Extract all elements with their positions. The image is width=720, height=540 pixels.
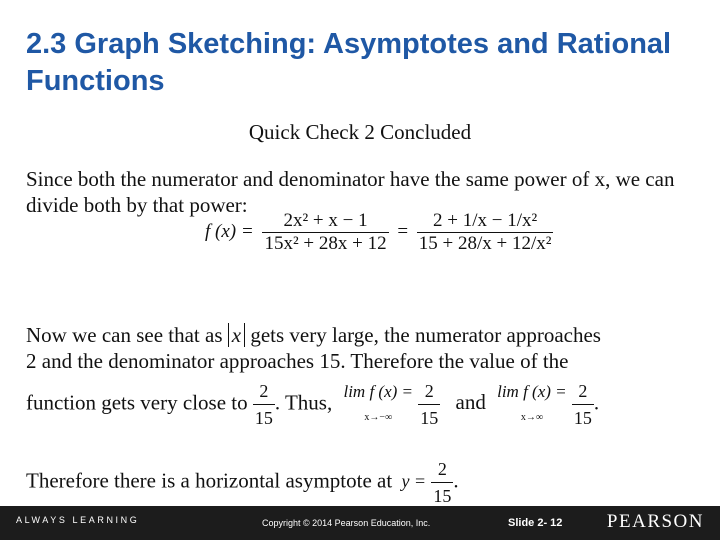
limit-pos-infinity: lim f (x) = x→∞ xyxy=(497,381,567,423)
divided-numerator: 2 + 1/x − 1/x² xyxy=(433,210,538,231)
always-learning-text: ALWAYS LEARNING xyxy=(16,515,140,525)
original-fraction xyxy=(262,210,388,255)
slide-subtitle: Quick Check 2 Concluded xyxy=(248,120,472,144)
equals-sign: = xyxy=(397,220,409,242)
conclusion-paragraph: Therefore there is a horizontal asymptote at y = $\frac{2}{15}$ . xyxy=(26,456,706,509)
intro-paragraph: Since both the numerator and denominator have the same power of x, we can divide both by that power: xyxy=(26,167,675,217)
divided-fraction xyxy=(417,210,554,255)
divided-denominator: 15 + 28/x + 12/x² xyxy=(418,233,552,254)
limit-value-fraction: $\frac{2}{15}$ xyxy=(254,381,273,428)
slide-title: 2.3 Graph Sketching: Asymptotes and Rational Functions xyxy=(26,28,672,97)
pearson-logo: PEARSON xyxy=(606,511,704,532)
original-denominator: 15x² + 28x + 12 xyxy=(264,233,387,254)
slide-number: Slide 2- 12 xyxy=(508,517,563,529)
explanation-line-1: Now we can see that as x gets very large, the numerator approaches xyxy=(26,323,601,347)
explanation-line-3: function gets very close to $\frac{2}{15}$ . Thus, lim f (x) = x→−∞ $\frac{2}{15}$ and lim f (x) = x→∞ $\frac{2}{15}$ . xyxy=(26,378,706,431)
explanation-line-2: 2 and the denominator approaches 15. Therefore the value of the xyxy=(26,349,569,373)
asymptote-y: y = xyxy=(401,471,427,492)
asymptote-fraction: $\frac{2}{15}$ xyxy=(433,459,452,506)
footer-bar xyxy=(0,506,720,540)
and-word: and xyxy=(455,390,486,415)
function-equation xyxy=(205,210,553,255)
equation-lhs: f (x) = xyxy=(205,220,254,242)
original-numerator: 2x² + x − 1 xyxy=(283,210,368,231)
limit-neg-infinity: lim f (x) = x→−∞ xyxy=(343,381,414,423)
copyright-text: Copyright © 2014 Pearson Education, Inc. xyxy=(262,518,431,528)
abs-x: x xyxy=(228,323,245,347)
explanation-paragraph xyxy=(26,322,706,431)
